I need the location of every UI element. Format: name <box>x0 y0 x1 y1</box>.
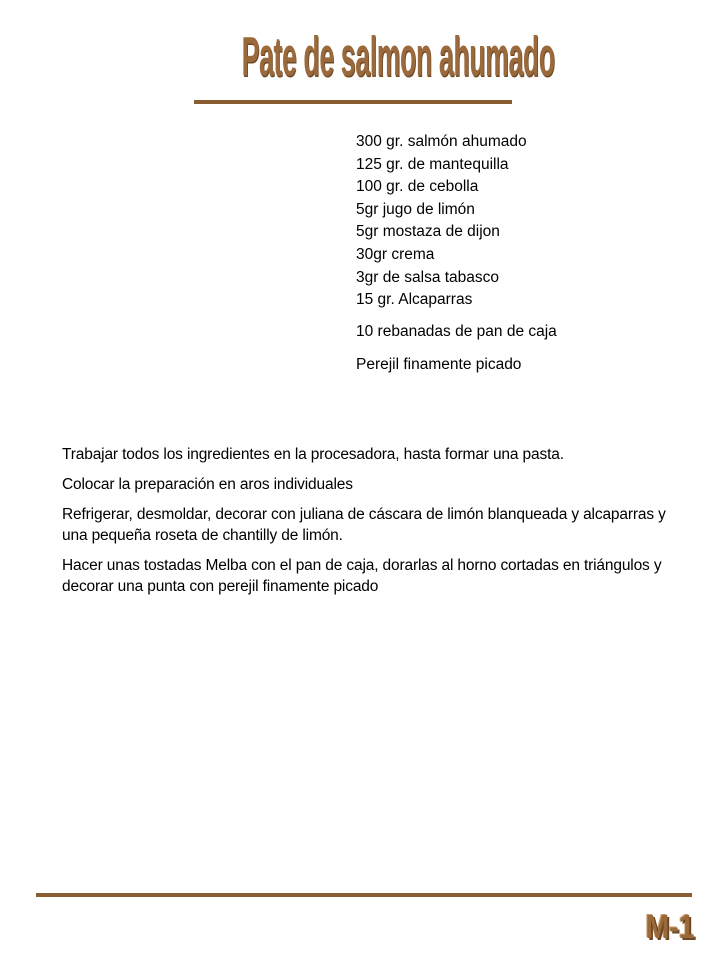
ingredient-item: 100 gr. de cebolla <box>356 178 479 196</box>
ingredient-item: 15 gr. Alcaparras <box>356 291 473 309</box>
page-code: M-1 <box>645 909 695 946</box>
recipe-title: Pate de salmon ahumado <box>241 24 555 89</box>
title-underline <box>194 100 512 104</box>
bread-ingredient: 10 rebanadas de pan de caja <box>356 323 557 340</box>
garnish-ingredient: Perejil finamente picado <box>356 356 522 373</box>
ingredient-item: 300 gr. salmón ahumado <box>356 133 527 150</box>
ingredient-item: 125 gr. de mantequilla <box>356 155 509 173</box>
preparation-steps <box>62 444 668 606</box>
ingredient-item: 3gr de salsa tabasco <box>356 268 500 286</box>
step-paragraph: Refrigerar, desmoldar, decorar con juliana de cáscara de limón blanqueada y alcaparras y una pequeña roseta de chantilly de limón. <box>62 506 666 544</box>
ingredient-item: 30gr crema <box>356 245 435 263</box>
step-paragraph: Hacer unas tostadas Melba con el pan de caja, dorarlas al horno cortadas en triángulos y decorar una punta con perejil finamente picado <box>62 557 662 595</box>
step-paragraph: Colocar la preparación en aros individuales <box>62 476 353 493</box>
step-paragraph: Trabajar todos los ingredientes en la procesadora, hasta formar una pasta. <box>62 446 564 463</box>
ingredients-list <box>356 131 696 312</box>
footer-divider <box>36 893 692 897</box>
ingredient-item: 5gr mostaza de dijon <box>356 223 500 241</box>
ingredient-item: 5gr jugo de limón <box>356 200 475 218</box>
